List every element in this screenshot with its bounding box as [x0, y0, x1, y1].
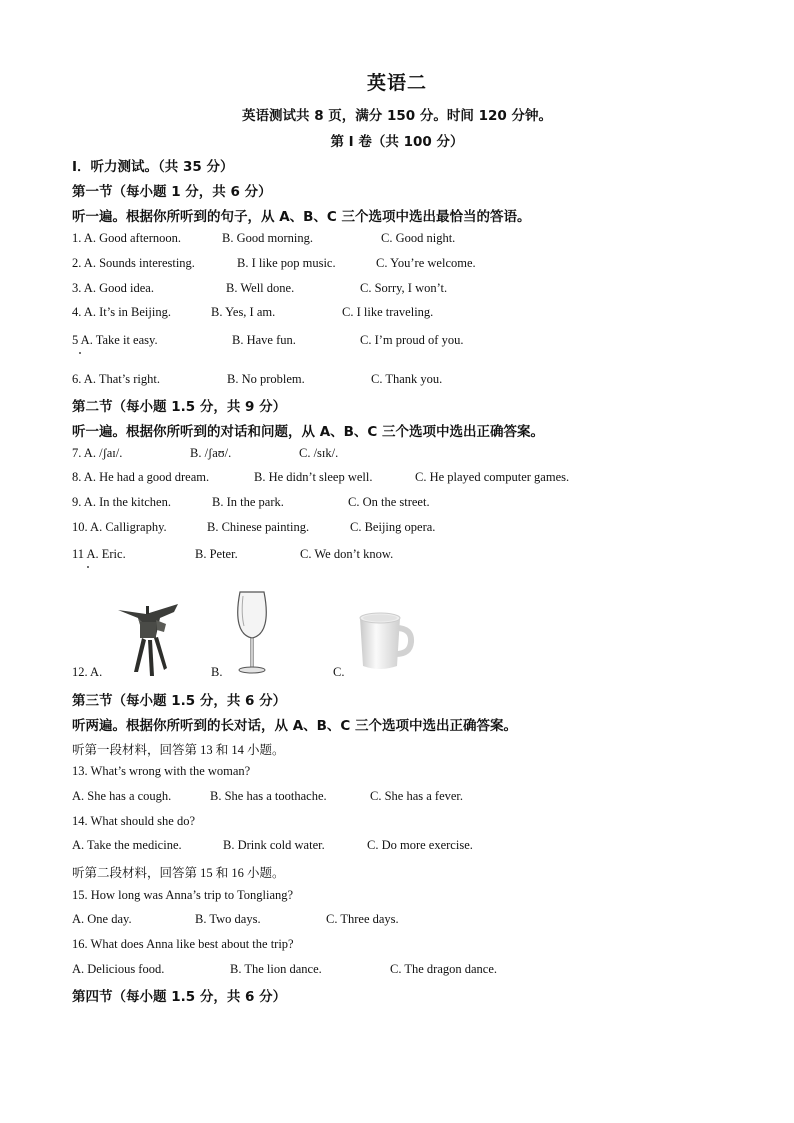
- section4-heading: 第四节（每小题 1.5 分，共 6 分）: [72, 989, 287, 1005]
- stray-dot: [87, 566, 89, 568]
- option-b: B. I like pop music.: [237, 256, 336, 270]
- option-c: C. Beijing opera.: [350, 520, 436, 534]
- option-b: B. Two days.: [195, 912, 261, 926]
- volume-heading: 第 I 卷（共 100 分）: [330, 134, 464, 150]
- option-c: C. The dragon dance.: [390, 962, 498, 976]
- option-b: B. He didn’t sleep well.: [254, 470, 373, 484]
- option-b: B. Well done.: [226, 281, 295, 295]
- option-b: B. Yes, I am.: [211, 305, 276, 319]
- question-number: 7. A.: [72, 446, 100, 460]
- question-16-options: [72, 962, 498, 977]
- question-number: 6. A.: [72, 372, 99, 386]
- option-a: He had a good dream.: [99, 470, 210, 484]
- option-c: C. I’m proud of you.: [360, 333, 464, 347]
- question-12: [72, 665, 345, 680]
- option-a: Good afternoon.: [99, 231, 182, 245]
- option-c: C. We don’t know.: [300, 547, 394, 561]
- question-6: [72, 372, 443, 387]
- question-number: 10. A.: [72, 520, 106, 534]
- option-c: C. Thank you.: [371, 372, 443, 386]
- option-c: C. On the street.: [348, 495, 430, 509]
- exam-title: 英语二: [366, 72, 427, 94]
- question-number: 2. A.: [72, 256, 100, 270]
- option-b: B. Drink cold water.: [223, 838, 325, 852]
- question-9: [72, 495, 430, 510]
- question-number: 8. A.: [72, 470, 100, 484]
- option-a: Eric.: [101, 547, 126, 561]
- option-a: That’s right.: [98, 372, 160, 386]
- question-15-stem: 15. How long was Anna’s trip to Tongliang?: [72, 888, 294, 902]
- question-number: 12. A.: [72, 665, 103, 679]
- option-a: In the kitchen.: [99, 495, 171, 509]
- stray-dot: [79, 352, 81, 354]
- wine-glass-image: [232, 590, 272, 676]
- option-a: Good idea.: [99, 281, 154, 295]
- part1-heading: Ⅰ．听力测试。（共 35 分）: [72, 159, 234, 175]
- question-13-options: [72, 789, 464, 804]
- option-c: C. I like traveling.: [342, 305, 434, 319]
- option-c: C. Do more exercise.: [367, 838, 473, 852]
- question-7: [72, 446, 339, 461]
- option-b: B. She has a toothache.: [210, 789, 327, 803]
- question-2: [72, 256, 476, 271]
- question-number: 5 A.: [72, 333, 96, 347]
- material-2-note: 听第二段材料，回答第 15 和 16 小题。: [72, 866, 285, 880]
- option-b: B. /ʃaʊ/.: [190, 446, 232, 460]
- question-number: 4. A.: [72, 305, 100, 319]
- option-b: B. Have fun.: [232, 333, 296, 347]
- option-b: B. Good morning.: [222, 231, 313, 245]
- option-c: C. She has a fever.: [370, 789, 464, 803]
- option-b: B. No problem.: [227, 372, 305, 386]
- option-a: /ʃaɪ/.: [99, 446, 123, 460]
- option-b: B. Chinese painting.: [207, 520, 310, 534]
- option-b: B. In the park.: [212, 495, 284, 509]
- option-c: C. You’re welcome.: [376, 256, 476, 270]
- option-c: C. Three days.: [326, 912, 399, 926]
- option-a: A. Take the medicine.: [72, 838, 182, 852]
- question-13-stem: 13. What’s wrong with the woman?: [72, 764, 251, 778]
- question-number: 1. A.: [72, 231, 100, 245]
- question-16-stem: 16. What does Anna like best about the trip?: [72, 937, 294, 951]
- option-b: B. Peter.: [195, 547, 238, 561]
- question-5: [72, 333, 464, 348]
- question-1: [72, 231, 456, 246]
- bronze-vessel-image: [116, 600, 186, 680]
- question-14-stem: 14. What should she do?: [72, 814, 196, 828]
- option-a: Take it easy.: [95, 333, 158, 347]
- option-a: Sounds interesting.: [99, 256, 195, 270]
- option-c: C. Good night.: [381, 231, 456, 245]
- section3-heading: 第三节（每小题 1.5 分，共 6 分）: [72, 693, 287, 709]
- question-12-images: [72, 588, 522, 686]
- mug-image: [356, 610, 416, 676]
- option-a: Calligraphy.: [105, 520, 167, 534]
- option-c: C. Sorry, I won’t.: [360, 281, 448, 295]
- question-15-options: [72, 912, 399, 927]
- option-a: A. She has a cough.: [72, 789, 172, 803]
- question-4: [72, 305, 434, 320]
- question-number: 3. A.: [72, 281, 100, 295]
- exam-info: 英语测试共 8 页，满分 150 分。时间 120 分钟。: [242, 108, 552, 124]
- option-a: A. Delicious food.: [72, 962, 165, 976]
- section1-instruction: 听一遍。根据你所听到的句子，从 A、B、C 三个选项中选出最恰当的答语。: [72, 209, 531, 225]
- option-a: It’s in Beijing.: [99, 305, 171, 319]
- material-1-note: 听第一段材料，回答第 13 和 14 小题。: [72, 743, 285, 757]
- question-10: [72, 520, 436, 535]
- question-14-options: [72, 838, 473, 853]
- section3-instruction: 听两遍。根据你所听到的长对话，从 A、B、C 三个选项中选出正确答案。: [72, 718, 518, 734]
- section2-heading: 第二节（每小题 1.5 分，共 9 分）: [72, 399, 287, 415]
- option-c: C. /sɪk/.: [299, 446, 339, 460]
- question-11: [72, 547, 394, 562]
- question-3: [72, 281, 448, 296]
- section1-heading: 第一节（每小题 1 分，共 6 分）: [72, 184, 272, 200]
- section2-instruction: 听一遍。根据你所听到的对话和问题，从 A、B、C 三个选项中选出正确答案。: [72, 424, 545, 440]
- question-number: 11 A.: [72, 547, 102, 561]
- option-b: B.: [211, 665, 223, 679]
- option-c: C. He played computer games.: [415, 470, 570, 484]
- option-a: A. One day.: [72, 912, 132, 926]
- option-c: C.: [333, 665, 345, 679]
- question-8: [72, 470, 570, 485]
- question-number: 9. A.: [72, 495, 100, 509]
- option-b: B. The lion dance.: [230, 962, 322, 976]
